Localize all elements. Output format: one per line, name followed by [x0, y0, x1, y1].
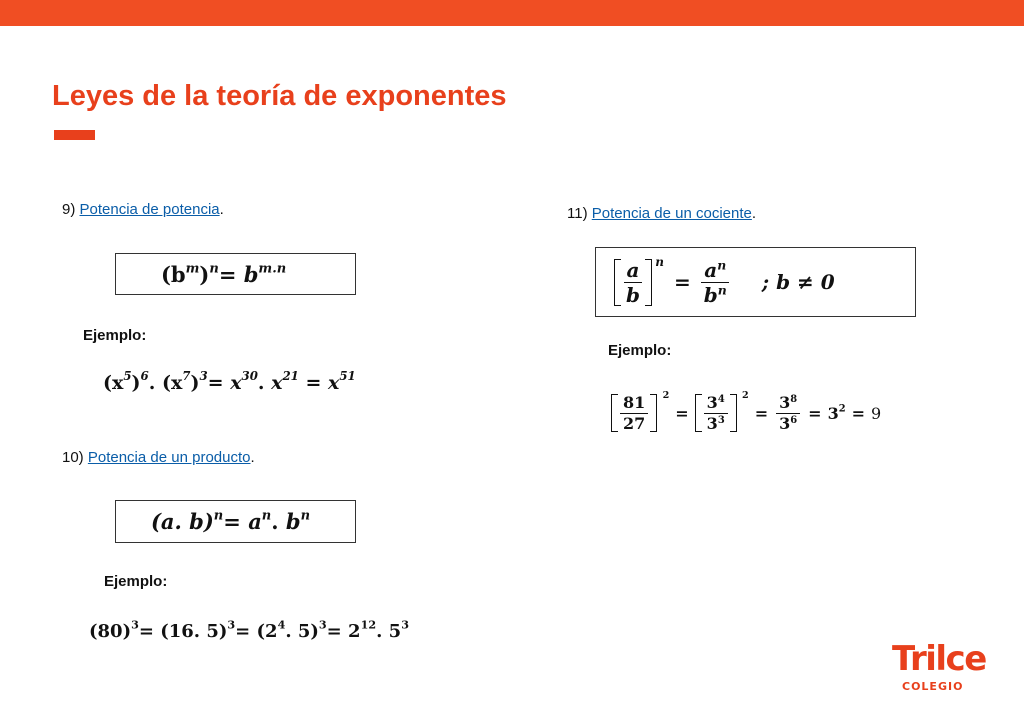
example-label-11: Ejemplo: — [608, 342, 672, 359]
section-11-heading — [567, 205, 756, 222]
section-10-number: 10) — [62, 449, 84, 466]
formula-box-power-of-power — [115, 253, 356, 295]
section-11-number: 11) — [567, 205, 588, 222]
formula-power-of-product: (a. $b)^n= a^n$. $b^n$ — [151, 508, 311, 534]
formula-box-power-of-quotient — [595, 247, 916, 317]
trilce-logo: Trilce COLEGIO — [892, 639, 986, 693]
formula-power-of-power: $(b^m)^n= b^{m.n}$ — [161, 260, 287, 287]
top-bar — [0, 0, 1024, 26]
section-11-period: . — [751, 205, 757, 222]
example-9-expression: $(x^5)^6$. $(x^7)^3= x^{30}$. $x^{21} = x^{51}$ — [103, 369, 356, 394]
formula-power-of-quotient: $\frac{a}{b}$ n = $\frac{a^n}{b^n}$ ; b ≠ 0 — [614, 259, 835, 306]
bracket-quotient: $\frac{a}{b}$ n — [614, 259, 652, 306]
section-10-heading — [62, 449, 255, 466]
section-11-link[interactable]: Potencia de un cociente — [591, 205, 752, 222]
example-label-10: Ejemplo: — [104, 573, 168, 590]
example-11-expression: $\frac{81}{27}$ 2 = $\frac{3^4}{3^3}$ 2 = $\frac{3^8}{3^6}$ = $3^2$ = 9 — [611, 394, 881, 432]
section-10-period: . — [250, 449, 255, 466]
section-9-number: 9) — [62, 201, 76, 218]
section-9-heading — [62, 201, 224, 218]
formula-box-power-of-product — [115, 500, 356, 543]
section-9-link[interactable]: Potencia de potencia — [79, 201, 220, 218]
condition-text: ; b ≠ 0 — [761, 270, 835, 294]
title-accent-bar — [54, 130, 95, 140]
example-10-expression: $(80)^3= (16$. $5)^3= (2^4$. $5)^3= 2^{12}$. $5^3$ — [89, 618, 409, 642]
example-label-9: Ejemplo: — [83, 327, 147, 344]
section-10-link[interactable]: Potencia de un producto — [87, 449, 251, 466]
page-title: Leyes de la teoría de exponentes — [52, 80, 507, 112]
section-9-period: . — [219, 201, 224, 218]
